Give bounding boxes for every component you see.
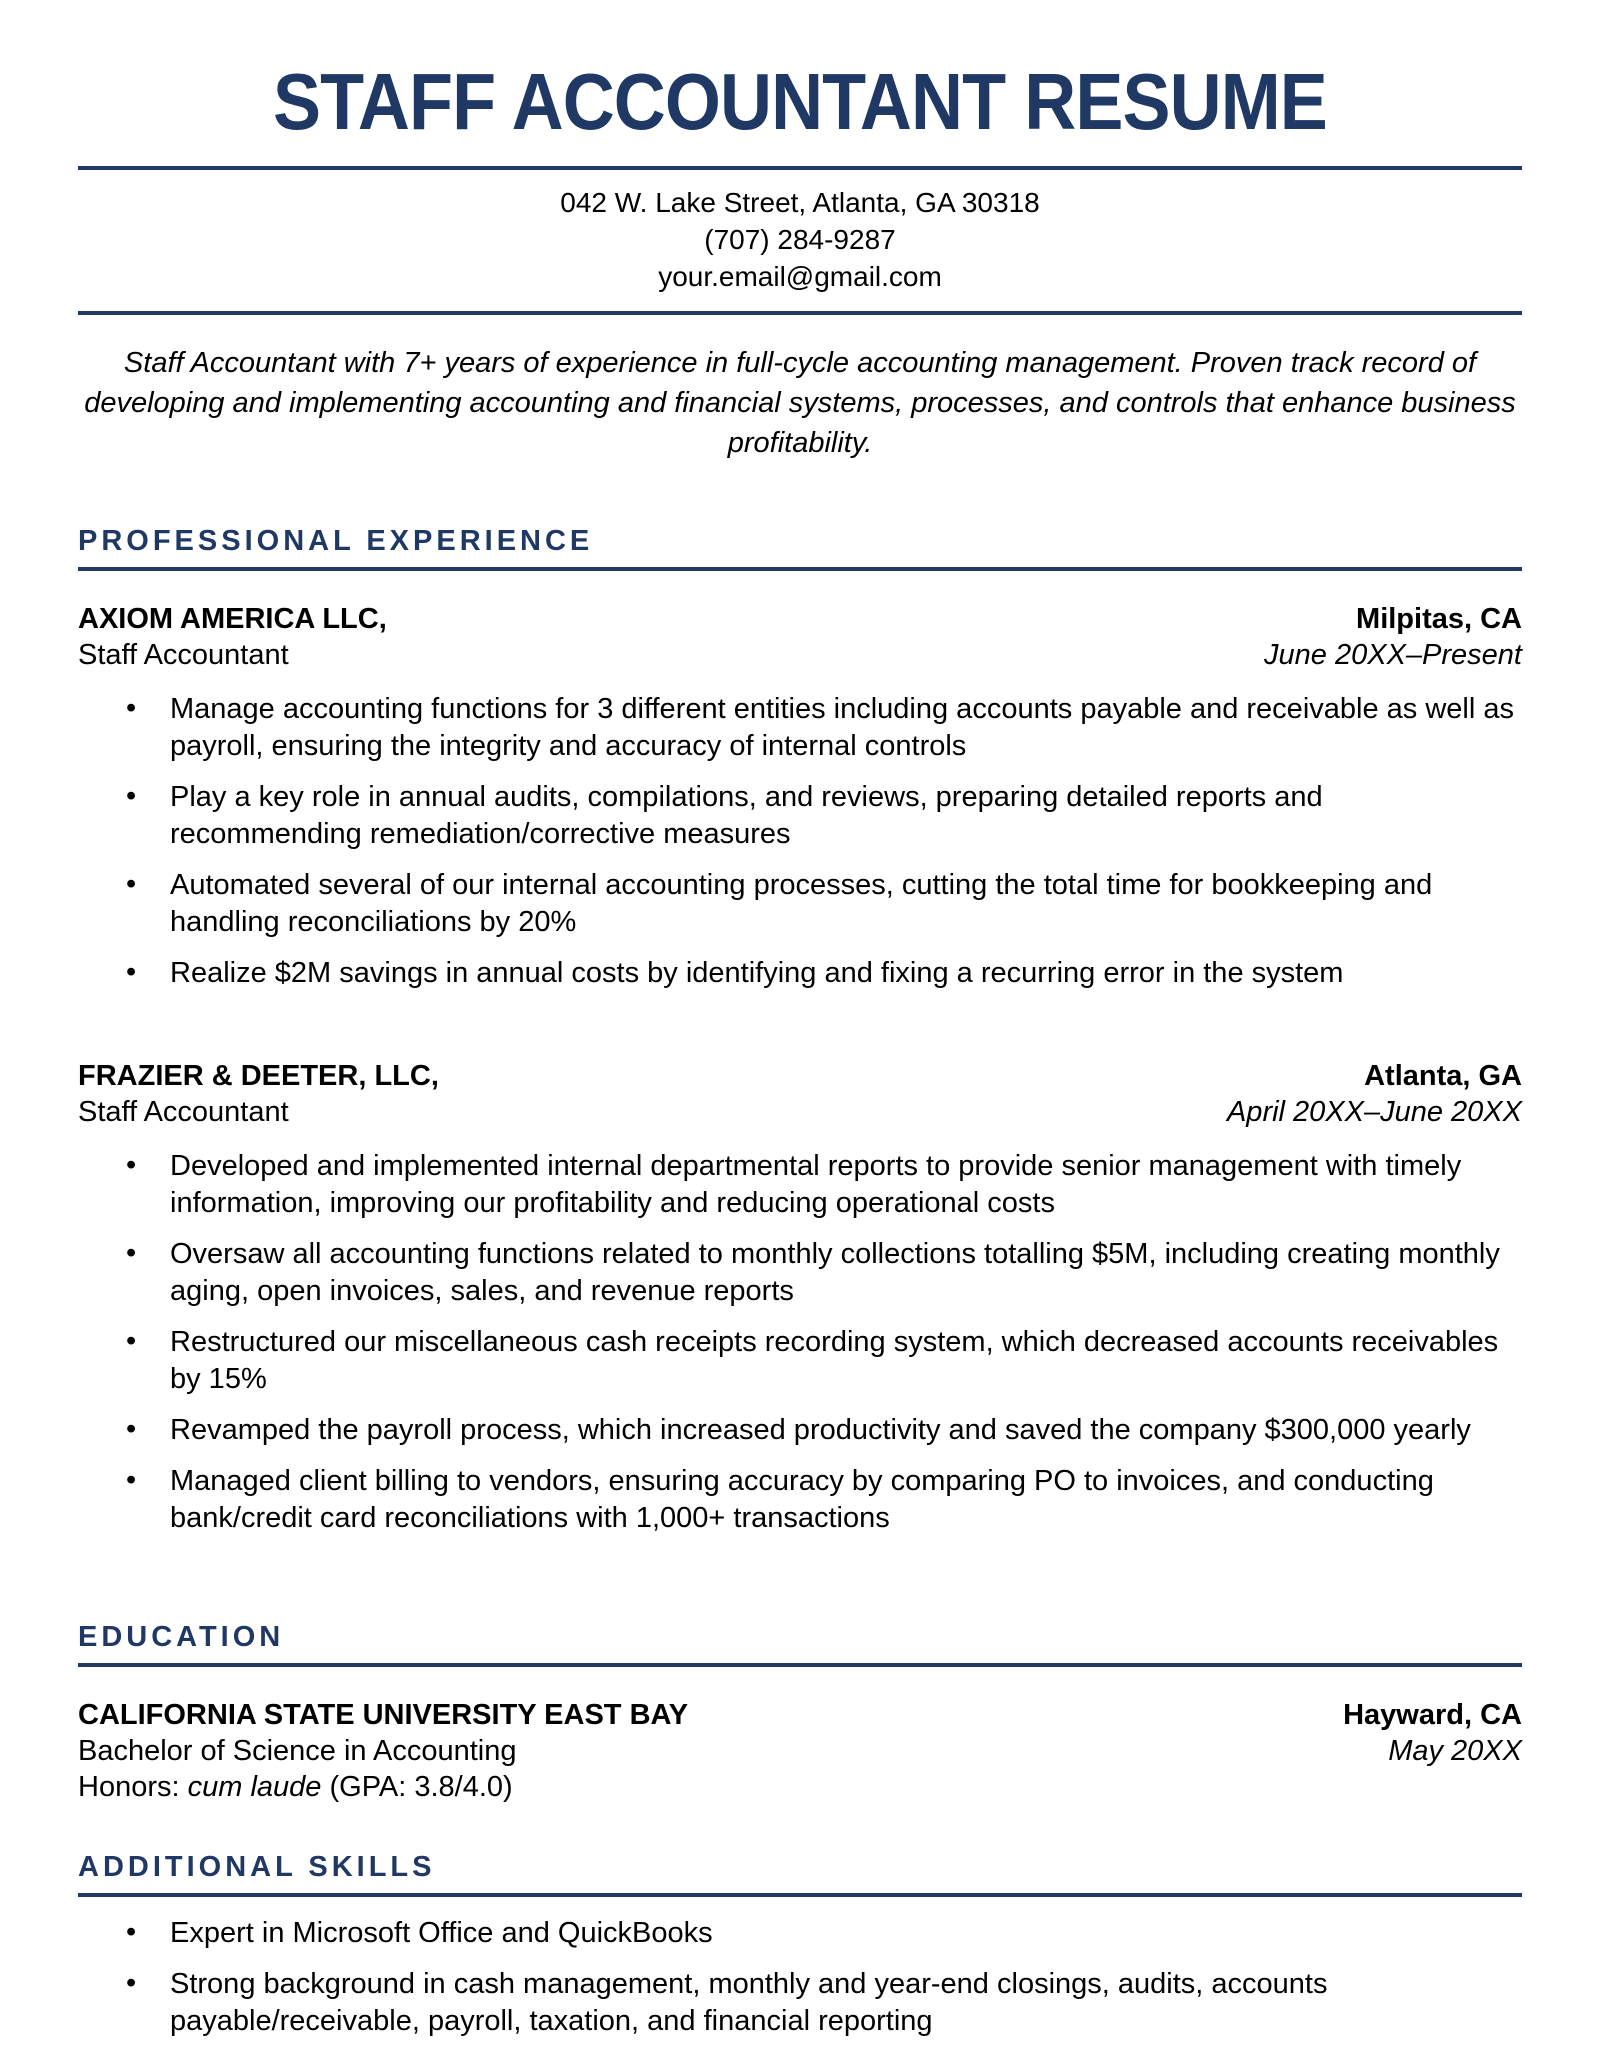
company-location: Milpitas, CA <box>1356 603 1522 635</box>
company-name: FRAZIER & DEETER, LLC, <box>78 1060 439 1092</box>
bullet-item: • Manage accounting functions for 3 different entities including accounts payable and receivable as well as payroll, ensuring the integrity and accuracy of internal controls <box>78 691 1522 765</box>
contact-block <box>78 184 1522 295</box>
job-title: Staff Accountant <box>78 639 289 671</box>
bullet-item: • Realize $2M savings in annual costs by identifying and fixing a recurring error in the system <box>78 955 1522 992</box>
job-dates: April 20XX–June 20XX <box>1226 1096 1522 1128</box>
bullet-item: • Oversaw all accounting functions related to monthly collections totalling $5M, including creating monthly aging, open invoices, sales, and revenue reports <box>78 1236 1522 1310</box>
contact-phone: (707) 284-9287 <box>704 224 896 255</box>
company-location: Atlanta, GA <box>1364 1060 1522 1092</box>
honors-gpa: (GPA: 3.8/4.0) <box>321 1771 513 1803</box>
page-title: STAFF ACCOUNTANT RESUME <box>273 57 1327 146</box>
honors-distinction: cum laude <box>187 1771 322 1803</box>
education-entry <box>78 1697 1522 1805</box>
summary-paragraph: Staff Accountant with 7+ years of experience in full-cycle accounting management. Proven track record of developing and implementing accounting and financial systems, processes, and controls that enhance business profitability. <box>84 347 1516 459</box>
section-heading-education: EDUCATION <box>78 1621 1522 1667</box>
bullet-item: • Automated several of our internal accounting processes, cutting the total time for bookkeeping and handling reconciliations by 20% <box>78 867 1522 941</box>
contact-email: your.email@gmail.com <box>658 261 942 292</box>
bullet-item: • Restructured our miscellaneous cash receipts recording system, which decreased accounts receivables by 15% <box>78 1324 1522 1398</box>
degree: Bachelor of Science in Accounting <box>78 1735 517 1767</box>
bullet-item: • Strong background in cash management, monthly and year-end closings, audits, accounts payable/receivable, payroll, taxation, and financial reporting <box>78 1966 1522 2040</box>
job-entry-frazier <box>78 1058 1522 1537</box>
job-dates: June 20XX–Present <box>1264 639 1522 671</box>
section-heading-experience: PROFESSIONAL EXPERIENCE <box>78 525 1522 571</box>
honors-line <box>78 1769 1522 1805</box>
job-title: Staff Accountant <box>78 1096 289 1128</box>
bullet-item: • Revamped the payroll process, which increased productivity and saved the company $300,000 yearly <box>78 1412 1522 1449</box>
contact-divider <box>78 311 1522 315</box>
bullet-item: • Developed and implemented internal departmental reports to provide senior management with timely information, improving our profitability and reducing operational costs <box>78 1148 1522 1222</box>
job-bullet-list <box>78 691 1522 992</box>
graduation-date: May 20XX <box>1388 1735 1522 1767</box>
bullet-item: • Managed client billing to vendors, ensuring accuracy by comparing PO to invoices, and conducting bank/credit card reconciliations with 1,000+ transactions <box>78 1463 1522 1537</box>
job-bullet-list <box>78 1148 1522 1537</box>
company-name: AXIOM AMERICA LLC, <box>78 603 387 635</box>
section-heading-skills: ADDITIONAL SKILLS <box>78 1851 1522 1897</box>
honors-prefix: Honors: <box>78 1771 188 1803</box>
skills-bullet-list <box>78 1915 1522 2040</box>
title-divider <box>78 166 1522 170</box>
bullet-item: • Expert in Microsoft Office and QuickBooks <box>78 1915 1522 1952</box>
school-name: CALIFORNIA STATE UNIVERSITY EAST BAY <box>78 1699 689 1731</box>
job-entry-axiom <box>78 601 1522 992</box>
bullet-item: • Play a key role in annual audits, compilations, and reviews, preparing detailed reports and recommending remediation/corrective measures <box>78 779 1522 853</box>
school-location: Hayward, CA <box>1343 1699 1522 1731</box>
contact-address: 042 W. Lake Street, Atlanta, GA 30318 <box>560 187 1040 218</box>
